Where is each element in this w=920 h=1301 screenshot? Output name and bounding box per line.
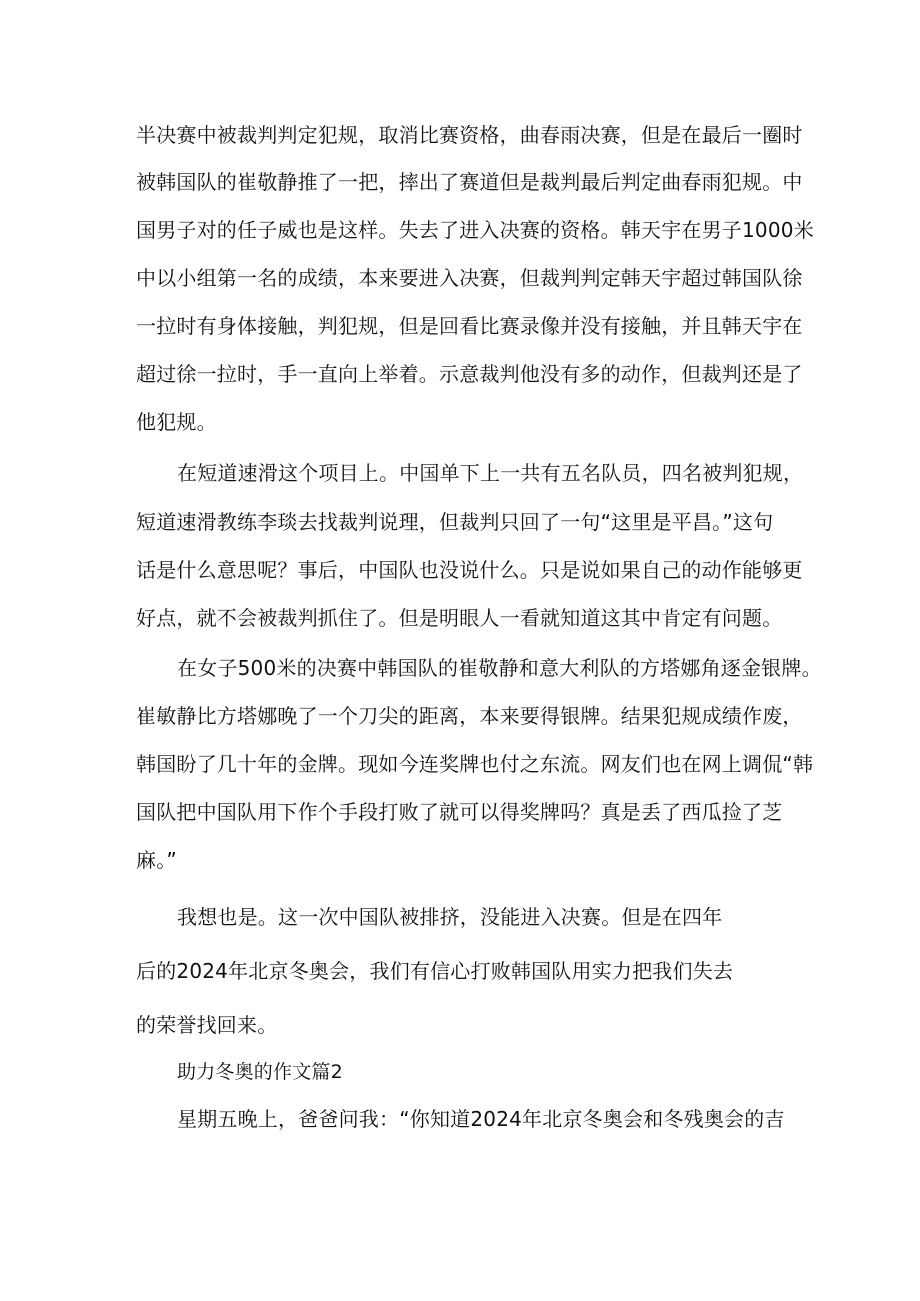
paragraph-line: 一拉时有身体接触，判犯规，但是回看比赛录像并没有接触，并且韩天宇在 bbox=[136, 314, 803, 338]
paragraph-line: 在短道速滑这个项目上。中国单下上一共有五名队员，四名被判犯规， bbox=[177, 461, 804, 485]
section-heading: 助力冬奥的作文篇2 bbox=[177, 1061, 343, 1083]
paragraph-line: 超过徐一拉时，手一直向上举着。示意裁判他没有多的动作，但裁判还是了 bbox=[136, 362, 803, 386]
paragraph-line: 崔敏静比方塔娜晚了一个刀尖的距离，本来要得银牌。结果犯规成绩作废， bbox=[136, 704, 803, 728]
paragraph-line: 后的2024年北京冬奥会，我们有信心打败韩国队用实力把我们失去 bbox=[136, 959, 734, 983]
paragraph-line: 中以小组第一名的成绩，本来要进入决赛，但裁判判定韩天宇超过韩国队徐 bbox=[136, 266, 803, 290]
paragraph-line: 国队把中国队用下作个手段打败了就可以得奖牌吗？真是丢了西瓜捡了芝 bbox=[136, 800, 783, 824]
paragraph-line: 好点，就不会被裁判抓住了。但是明眼人一看就知道这其中肯定有问题。 bbox=[136, 606, 783, 630]
paragraph-line: 我想也是。这一次中国队被排挤，没能进入决赛。但是在四年 bbox=[177, 905, 723, 929]
paragraph-line: 短道速滑教练李琰去找裁判说理，但裁判只回了一句“这里是平昌。”这句 bbox=[136, 510, 774, 534]
paragraph-line: 的荣誉找回来。 bbox=[136, 1013, 278, 1037]
paragraph-line: 他犯规。 bbox=[136, 410, 217, 434]
paragraph-line: 话是什么意思呢？事后，中国队也没说什么。只是说如果自己的动作能够更 bbox=[136, 558, 803, 582]
paragraph-line: 星期五晚上，爸爸问我：“你知道2024年北京冬奥会和冬残奥会的吉 bbox=[177, 1107, 785, 1131]
paragraph-line: 麻。” bbox=[136, 848, 177, 872]
paragraph-line: 在女子500米的决赛中韩国队的崔敬静和意大利队的方塔娜角逐金银牌。 bbox=[177, 656, 822, 680]
paragraph-line: 韩国盼了几十年的金牌。现如今连奖牌也付之东流。网友们也在网上调侃“韩 bbox=[136, 752, 814, 776]
paragraph-line: 半决赛中被裁判判定犯规，取消比赛资格，曲春雨决赛，但是在最后一圈时 bbox=[136, 123, 803, 147]
paragraph-line: 国男子对的任子威也是这样。失去了进入决赛的资格。韩天宇在男子1000米 bbox=[136, 218, 814, 242]
paragraph-line: 被韩国队的崔敬静推了一把，摔出了赛道但是裁判最后判定曲春雨犯规。中 bbox=[136, 170, 803, 194]
